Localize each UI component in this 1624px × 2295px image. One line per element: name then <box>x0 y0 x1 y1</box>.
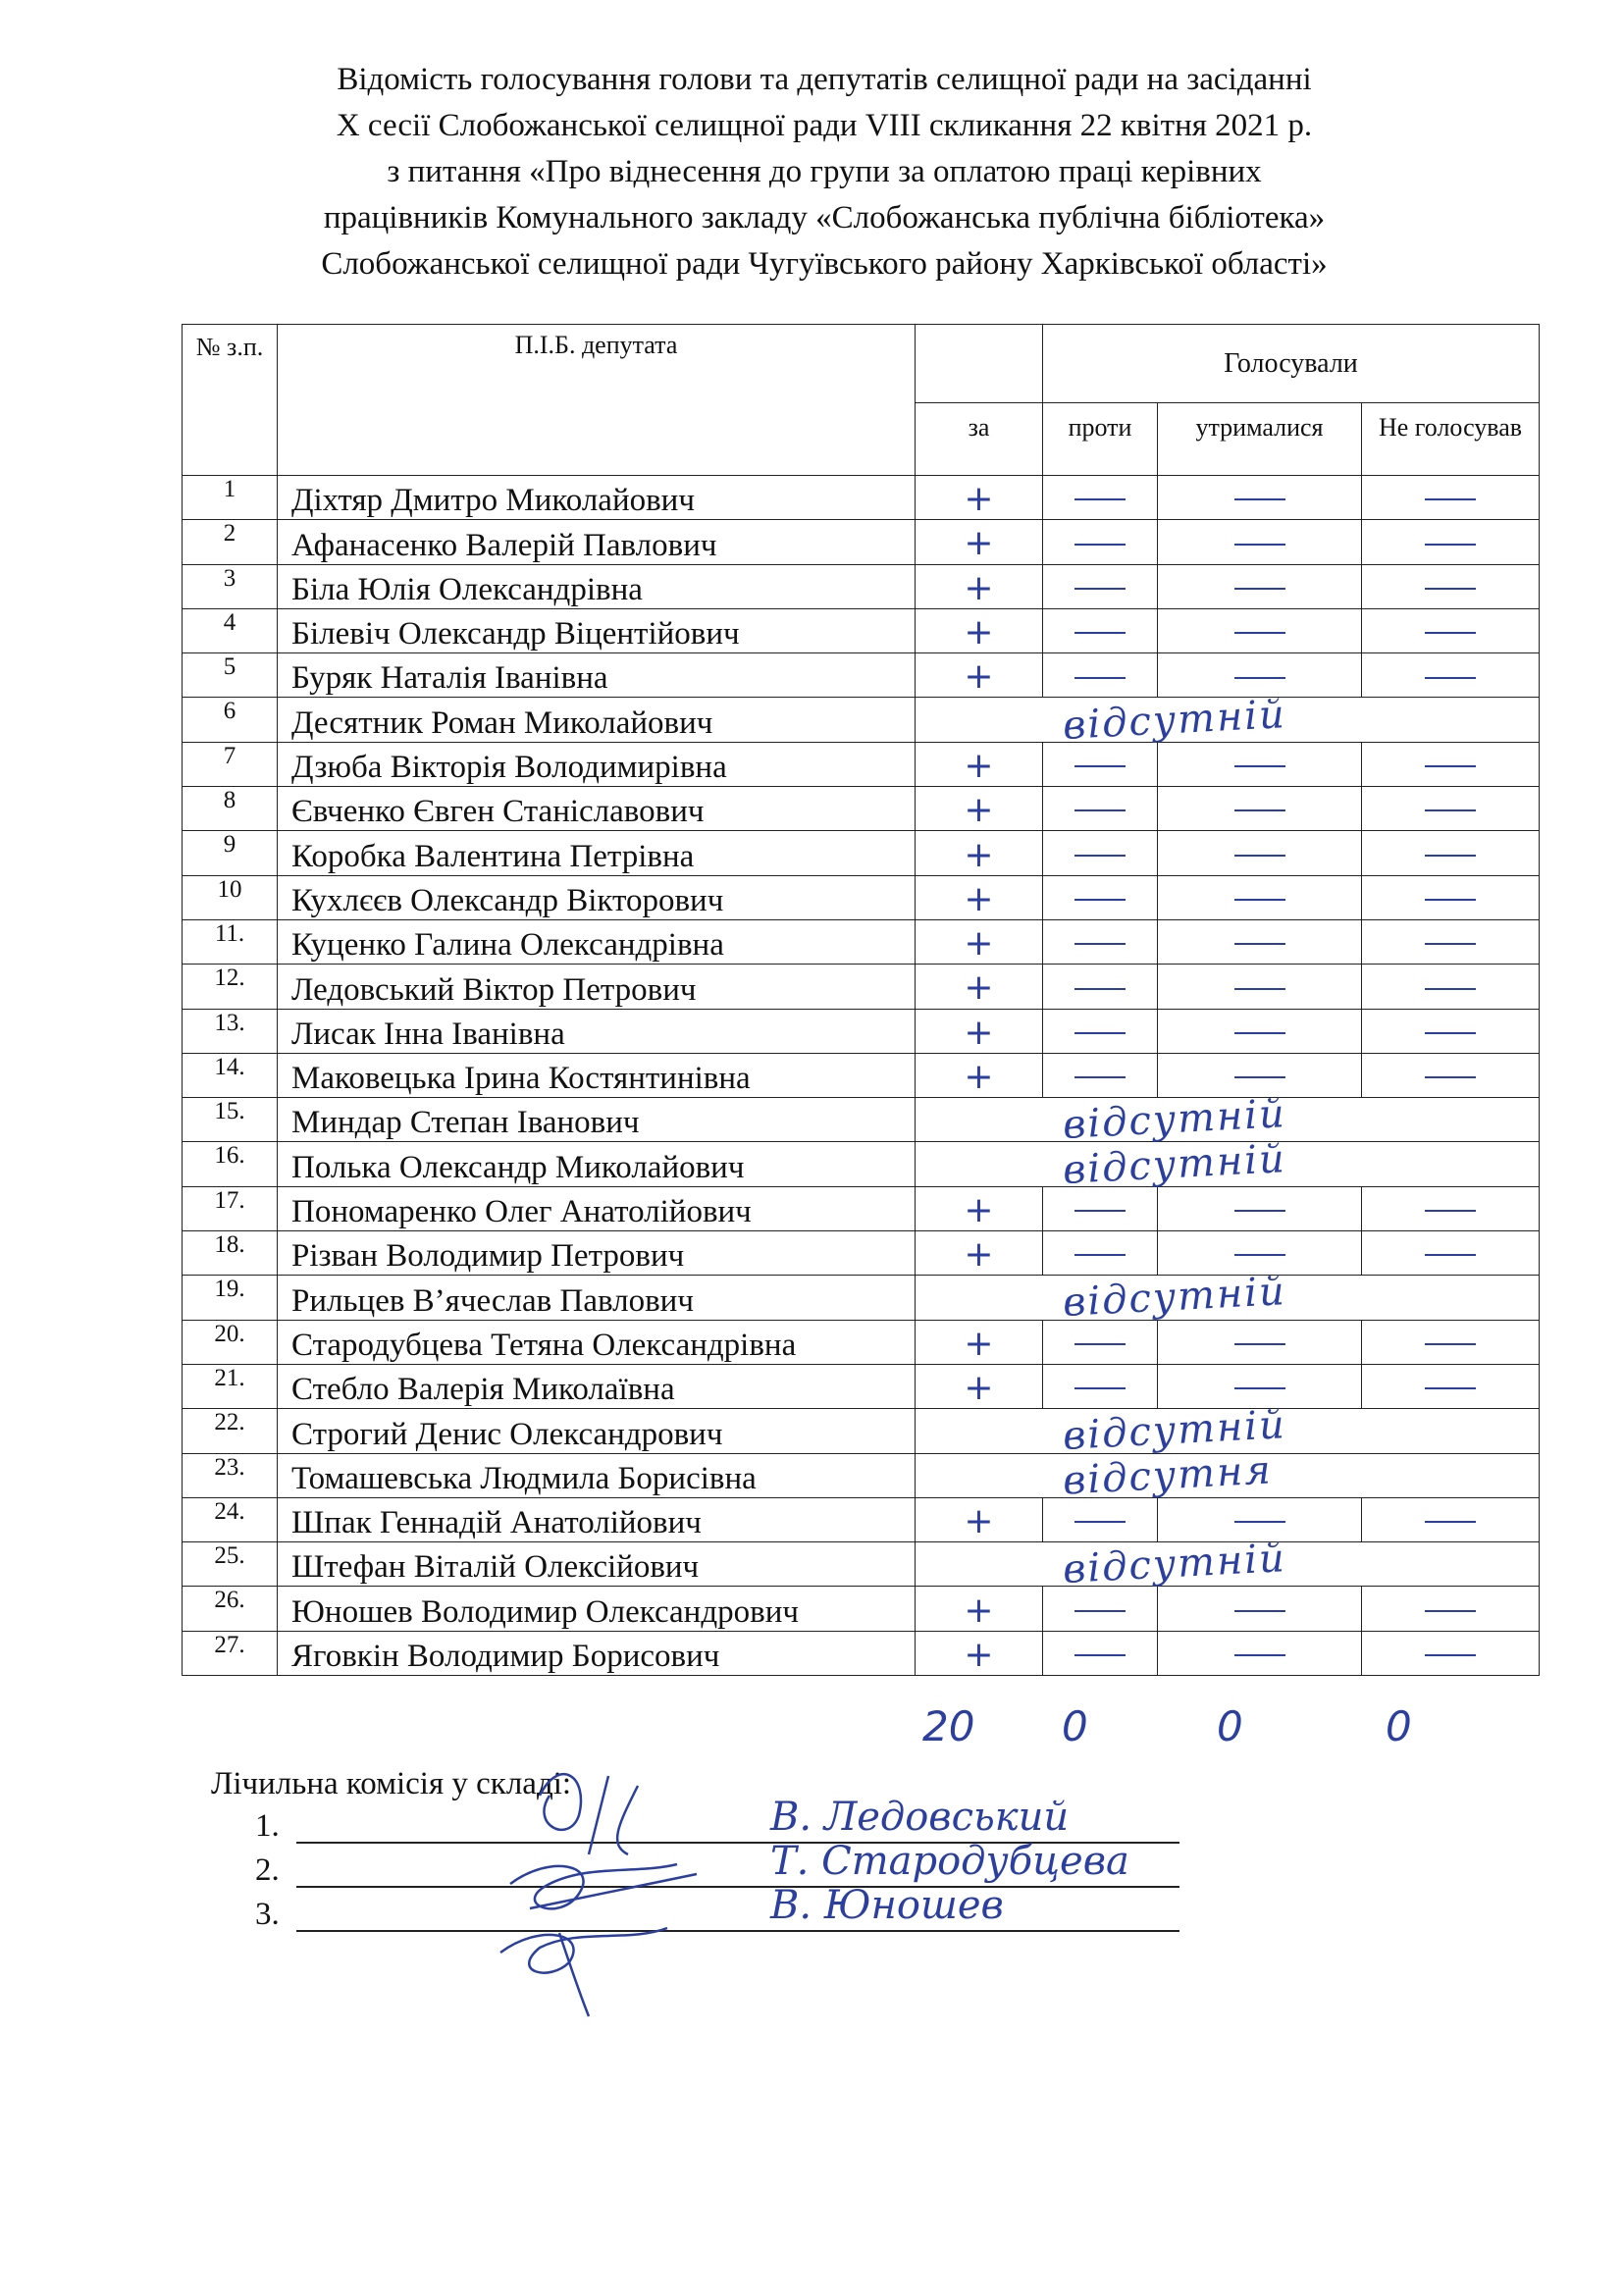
vote-notvoted-cell <box>1362 875 1540 919</box>
plus-mark: + <box>964 967 994 1009</box>
total-not-voted: 0 <box>1386 1702 1412 1750</box>
title-line-5: Слобожанської селищної ради Чугуївського району Харківської області» <box>321 246 1328 282</box>
vote-notvoted-cell <box>1362 476 1540 520</box>
deputy-name: Коробка Валентина Петрівна <box>278 831 916 875</box>
deputy-name: Буряк Наталія Іванівна <box>278 653 916 698</box>
vote-against-cell <box>1043 653 1158 698</box>
header-voted: Голосували <box>1043 325 1540 403</box>
vote-notvoted-cell <box>1362 787 1540 831</box>
row-number: 3 <box>183 564 278 608</box>
deputy-name: Діхтяр Дмитро Миколайович <box>278 476 916 520</box>
absent-note: відсутній <box>1061 1536 1287 1593</box>
row-number: 8 <box>183 787 278 831</box>
vote-notvoted-cell <box>1362 1186 1540 1230</box>
vote-for-cell <box>916 1009 1043 1053</box>
vote-notvoted-cell <box>1362 564 1540 608</box>
vote-against-cell <box>1043 875 1158 919</box>
absent-note: відсутній <box>1061 1269 1287 1327</box>
row-number: 18. <box>183 1231 278 1276</box>
plus-mark: + <box>964 567 994 608</box>
row-number: 5 <box>183 653 278 698</box>
header-name: П.І.Б. депутата <box>278 325 916 476</box>
deputy-name: Строгий Денис Олександрович <box>278 1409 916 1453</box>
vote-for-cell <box>916 608 1043 652</box>
vote-against-cell <box>1043 1364 1158 1408</box>
dash-mark <box>1074 1521 1126 1523</box>
deputy-name: Маковецька Ірина Костянтинівна <box>278 1053 916 1097</box>
absent-cell <box>916 1091 1540 1149</box>
dash-mark <box>1074 1387 1126 1389</box>
dash-mark <box>1425 632 1476 634</box>
absent-note: відсутній <box>1061 1091 1287 1149</box>
dash-mark <box>1234 588 1285 590</box>
vote-notvoted-cell <box>1362 1320 1540 1364</box>
row-number: 24. <box>183 1497 278 1541</box>
voting-table <box>182 324 1540 1676</box>
plus-mark: + <box>964 1634 994 1675</box>
row-number: 6 <box>183 698 278 742</box>
plus-mark: + <box>964 1500 994 1541</box>
vote-abstain-cell <box>1158 1587 1362 1631</box>
table-row <box>183 1497 1540 1541</box>
deputy-name: Ледовський Віктор Петрович <box>278 965 916 1009</box>
header-abstain: утрималися <box>1158 403 1362 476</box>
vote-for-cell <box>916 787 1043 831</box>
deputy-name: Штефан Віталій Олексійович <box>278 1542 916 1587</box>
commission-member-2 <box>255 1839 1129 1889</box>
table-row <box>183 1142 1540 1186</box>
dash-mark <box>1425 1521 1476 1523</box>
vote-against-cell <box>1043 520 1158 564</box>
dash-mark <box>1074 988 1126 990</box>
table-row <box>183 1409 1540 1453</box>
dash-mark <box>1074 544 1126 546</box>
vote-notvoted-cell <box>1362 1631 1540 1675</box>
dash-mark <box>1074 1654 1126 1656</box>
dash-mark <box>1425 1076 1476 1078</box>
dash-mark <box>1234 632 1285 634</box>
vote-against-cell <box>1043 608 1158 652</box>
vote-notvoted-cell <box>1362 965 1540 1009</box>
vote-against-cell <box>1043 742 1158 786</box>
handwritten-signatures <box>471 1737 765 2021</box>
member-signature-name: В. Юношев <box>770 1883 1004 1928</box>
dash-mark <box>1425 544 1476 546</box>
dash-mark <box>1074 632 1126 634</box>
plus-mark: + <box>964 1367 994 1408</box>
table-row <box>183 875 1540 919</box>
row-number: 20. <box>183 1320 278 1364</box>
plus-mark: + <box>964 611 994 652</box>
row-number: 2 <box>183 520 278 564</box>
row-number: 15. <box>183 1098 278 1142</box>
dash-mark <box>1425 1654 1476 1656</box>
vote-for-cell <box>916 1231 1043 1276</box>
row-number: 23. <box>183 1453 278 1497</box>
vote-notvoted-cell <box>1362 1053 1540 1097</box>
dash-mark <box>1234 1076 1285 1078</box>
vote-against-cell <box>1043 1053 1158 1097</box>
vote-abstain-cell <box>1158 787 1362 831</box>
dash-mark <box>1234 544 1285 546</box>
table-row <box>183 1587 1540 1631</box>
dash-mark <box>1234 1343 1285 1345</box>
absent-note: відсутній <box>1061 1135 1287 1193</box>
table-row <box>183 1186 1540 1230</box>
vote-for-cell <box>916 1320 1043 1364</box>
plus-mark: + <box>964 1012 994 1053</box>
dash-mark <box>1074 809 1126 811</box>
dash-mark <box>1234 1654 1285 1656</box>
absent-note: відсутній <box>1061 1402 1287 1460</box>
deputy-name: Томашевська Людмила Борисівна <box>278 1453 916 1497</box>
plus-mark: + <box>964 790 994 831</box>
dash-mark <box>1425 1610 1476 1612</box>
dash-mark <box>1425 765 1476 767</box>
deputy-name: Біла Юлія Олександрівна <box>278 564 916 608</box>
absent-cell <box>916 1402 1540 1460</box>
vote-for-cell <box>916 1364 1043 1408</box>
dash-mark <box>1234 943 1285 945</box>
dash-mark <box>1425 943 1476 945</box>
dash-mark <box>1074 943 1126 945</box>
table-row <box>183 653 1540 698</box>
dash-mark <box>1074 498 1126 500</box>
header-number: № з.п. <box>183 325 278 476</box>
table-row <box>183 965 1540 1009</box>
plus-mark: + <box>964 478 994 519</box>
vote-notvoted-cell <box>1362 831 1540 875</box>
vote-for-cell <box>916 831 1043 875</box>
row-number: 17. <box>183 1186 278 1230</box>
total-against: 0 <box>1062 1702 1088 1750</box>
vote-abstain-cell <box>1158 1009 1362 1053</box>
dash-mark <box>1234 498 1285 500</box>
dash-mark <box>1234 855 1285 857</box>
plus-mark: + <box>964 1056 994 1097</box>
vote-abstain-cell <box>1158 1186 1362 1230</box>
dash-mark <box>1425 809 1476 811</box>
vote-notvoted-cell <box>1362 1231 1540 1276</box>
table-row <box>183 1231 1540 1276</box>
header-against: проти <box>1043 403 1158 476</box>
vote-against-cell <box>1043 787 1158 831</box>
table-row <box>183 1098 1540 1142</box>
vote-against-cell <box>1043 1587 1158 1631</box>
dash-mark <box>1074 1076 1126 1078</box>
dash-mark <box>1074 1032 1126 1034</box>
vote-for-cell <box>916 564 1043 608</box>
vote-against-cell <box>1043 1497 1158 1541</box>
header-for: за <box>916 403 1043 476</box>
table-row <box>183 1009 1540 1053</box>
plus-mark: + <box>964 1233 994 1275</box>
vote-for-cell <box>916 1053 1043 1097</box>
vote-for-cell <box>916 742 1043 786</box>
vote-against-cell <box>1043 1231 1158 1276</box>
dash-mark <box>1234 677 1285 679</box>
row-number: 25. <box>183 1542 278 1587</box>
title-line-4: працівників Комунального закладу «Слобожанська публічна бібліотека» <box>323 200 1326 235</box>
dash-mark <box>1425 588 1476 590</box>
dash-mark <box>1074 765 1126 767</box>
table-row <box>183 1631 1540 1675</box>
vote-abstain-cell <box>1158 875 1362 919</box>
dash-mark <box>1074 677 1126 679</box>
plus-mark: + <box>964 922 994 964</box>
deputy-name: Куценко Галина Олександрівна <box>278 919 916 964</box>
dash-mark <box>1425 1254 1476 1256</box>
header-not-voted: Не голосував <box>1362 403 1540 476</box>
absent-cell <box>916 1135 1540 1193</box>
dash-mark <box>1234 765 1285 767</box>
vote-notvoted-cell <box>1362 742 1540 786</box>
plus-mark: + <box>964 834 994 875</box>
vote-notvoted-cell <box>1362 653 1540 698</box>
dash-mark <box>1234 899 1285 901</box>
dash-mark <box>1425 855 1476 857</box>
table-row <box>183 476 1540 520</box>
dash-mark <box>1425 1210 1476 1212</box>
plus-mark: + <box>964 656 994 698</box>
row-number: 11. <box>183 919 278 964</box>
table-row <box>183 919 1540 964</box>
vote-against-cell <box>1043 564 1158 608</box>
dash-mark <box>1234 809 1285 811</box>
row-number: 7 <box>183 742 278 786</box>
vote-notvoted-cell <box>1362 919 1540 964</box>
deputy-name: Пономаренко Олег Анатолійович <box>278 1186 916 1230</box>
deputy-name: Євченко Євген Станіславович <box>278 787 916 831</box>
vote-for-cell <box>916 875 1043 919</box>
row-number: 12. <box>183 965 278 1009</box>
dash-mark <box>1234 1254 1285 1256</box>
vote-against-cell <box>1043 831 1158 875</box>
absent-cell <box>916 1269 1540 1327</box>
table-row <box>183 1453 1540 1497</box>
title-line-2: Х сесії Слобожанської селищної ради VIII скликання 22 квітня 2021 р. <box>336 108 1313 143</box>
commission-member-3 <box>255 1883 1004 1933</box>
dash-mark <box>1425 1387 1476 1389</box>
vote-abstain-cell <box>1158 1364 1362 1408</box>
vote-for-cell <box>916 1497 1043 1541</box>
vote-abstain-cell <box>1158 1053 1362 1097</box>
vote-abstain-cell <box>1158 1497 1362 1541</box>
deputy-name: Лисак Інна Іванівна <box>278 1009 916 1053</box>
table-body <box>183 476 1540 1676</box>
deputy-name: Різван Володимир Петрович <box>278 1231 916 1276</box>
vote-for-cell <box>916 1587 1043 1631</box>
vote-against-cell <box>1043 1631 1158 1675</box>
absent-cell <box>916 691 1540 749</box>
deputy-name: Білевіч Олександр Віцентійович <box>278 608 916 652</box>
absent-note: відсутній <box>1061 691 1287 749</box>
table-row <box>183 564 1540 608</box>
vote-for-cell <box>916 919 1043 964</box>
table-row <box>183 1364 1540 1408</box>
commission-member-1 <box>255 1795 1070 1845</box>
plus-mark: + <box>964 1189 994 1230</box>
absent-cell <box>916 1447 1540 1504</box>
member-number: 1. <box>255 1808 280 1844</box>
commission-label: Лічильна комісія у складі: <box>211 1766 572 1801</box>
row-number: 13. <box>183 1009 278 1053</box>
dash-mark <box>1234 1210 1285 1212</box>
row-number: 16. <box>183 1142 278 1186</box>
vote-for-cell <box>916 1186 1043 1230</box>
vote-abstain-cell <box>1158 476 1362 520</box>
document-title <box>177 57 1472 287</box>
vote-abstain-cell <box>1158 1320 1362 1364</box>
row-number: 4 <box>183 608 278 652</box>
deputy-name: Стародубцева Тетяна Олександрівна <box>278 1320 916 1364</box>
deputy-name: Афанасенко Валерій Павлович <box>278 520 916 564</box>
deputy-name: Стебло Валерія Миколаївна <box>278 1364 916 1408</box>
deputy-name: Кухлєєв Олександр Вікторович <box>278 875 916 919</box>
row-number: 19. <box>183 1276 278 1320</box>
row-number: 26. <box>183 1587 278 1631</box>
title-line-1: Відомість голосування голови та депутатів селищної ради на засіданні <box>337 62 1312 97</box>
row-number: 21. <box>183 1364 278 1408</box>
deputy-name: Полька Олександр Миколайович <box>278 1142 916 1186</box>
member-number: 2. <box>255 1852 280 1888</box>
vote-against-cell <box>1043 1320 1158 1364</box>
dash-mark <box>1425 498 1476 500</box>
plus-mark: + <box>964 1590 994 1631</box>
deputy-name: Юношев Володимир Олександрович <box>278 1587 916 1631</box>
dash-mark <box>1074 588 1126 590</box>
dash-mark <box>1425 1343 1476 1345</box>
table-row <box>183 831 1540 875</box>
dash-mark <box>1234 988 1285 990</box>
title-line-3: з питання «Про віднесення до групи за оплатою праці керівних <box>387 154 1262 189</box>
dash-mark <box>1425 899 1476 901</box>
deputy-name: Рильцев В’ячеслав Павлович <box>278 1276 916 1320</box>
deputy-name: Десятник Роман Миколайович <box>278 698 916 742</box>
absent-cell <box>916 1536 1540 1593</box>
dash-mark <box>1234 1521 1285 1523</box>
table-row <box>183 1053 1540 1097</box>
table-row <box>183 698 1540 742</box>
table-row <box>183 608 1540 652</box>
vote-against-cell <box>1043 476 1158 520</box>
row-number: 1 <box>183 476 278 520</box>
deputy-name: Шпак Геннадій Анатолійович <box>278 1497 916 1541</box>
vote-against-cell <box>1043 1186 1158 1230</box>
dash-mark <box>1234 1032 1285 1034</box>
total-for: 20 <box>922 1702 975 1750</box>
dash-mark <box>1234 1387 1285 1389</box>
vote-for-cell <box>916 653 1043 698</box>
dash-mark <box>1074 1210 1126 1212</box>
vote-notvoted-cell <box>1362 520 1540 564</box>
plus-mark: + <box>964 523 994 564</box>
header-spacer <box>916 325 1043 403</box>
vote-abstain-cell <box>1158 965 1362 1009</box>
dash-mark <box>1074 899 1126 901</box>
row-number: 14. <box>183 1053 278 1097</box>
vote-notvoted-cell <box>1362 608 1540 652</box>
vote-abstain-cell <box>1158 831 1362 875</box>
vote-against-cell <box>1043 919 1158 964</box>
plus-mark: + <box>964 1323 994 1364</box>
vote-abstain-cell <box>1158 742 1362 786</box>
table-row <box>183 1320 1540 1364</box>
table-row <box>183 1542 1540 1587</box>
vote-against-cell <box>1043 965 1158 1009</box>
dash-mark <box>1425 988 1476 990</box>
table-row <box>183 787 1540 831</box>
row-number: 9 <box>183 831 278 875</box>
table-row <box>183 1276 1540 1320</box>
vote-notvoted-cell <box>1362 1009 1540 1053</box>
row-number: 10 <box>183 875 278 919</box>
vote-abstain-cell <box>1158 520 1362 564</box>
vote-for-cell <box>916 520 1043 564</box>
plus-mark: + <box>964 745 994 786</box>
dash-mark <box>1074 1610 1126 1612</box>
vote-abstain-cell <box>1158 653 1362 698</box>
vote-abstain-cell <box>1158 919 1362 964</box>
vote-abstain-cell <box>1158 1631 1362 1675</box>
vote-against-cell <box>1043 1009 1158 1053</box>
dash-mark <box>1425 1032 1476 1034</box>
vote-abstain-cell <box>1158 1231 1362 1276</box>
row-number: 22. <box>183 1409 278 1453</box>
member-number: 3. <box>255 1897 280 1932</box>
absent-note: відсутня <box>1061 1447 1274 1504</box>
deputy-name: Миндар Степан Іванович <box>278 1098 916 1142</box>
vote-for-cell <box>916 1631 1043 1675</box>
table-row <box>183 742 1540 786</box>
deputy-name: Яговкін Володимир Борисович <box>278 1631 916 1675</box>
member-signature-name: Т. Стародубцева <box>770 1839 1129 1884</box>
vote-notvoted-cell <box>1362 1587 1540 1631</box>
plus-mark: + <box>964 878 994 919</box>
total-abstain: 0 <box>1217 1702 1243 1750</box>
vote-notvoted-cell <box>1362 1497 1540 1541</box>
dash-mark <box>1234 1610 1285 1612</box>
member-signature-name: В. Ледовський <box>770 1795 1070 1840</box>
dash-mark <box>1074 1343 1126 1345</box>
dash-mark <box>1074 1254 1126 1256</box>
vote-abstain-cell <box>1158 564 1362 608</box>
deputy-name: Дзюба Вікторія Володимирівна <box>278 742 916 786</box>
vote-for-cell <box>916 476 1043 520</box>
vote-for-cell <box>916 965 1043 1009</box>
table-row <box>183 520 1540 564</box>
row-number: 27. <box>183 1631 278 1675</box>
vote-abstain-cell <box>1158 608 1362 652</box>
dash-mark <box>1074 855 1126 857</box>
vote-notvoted-cell <box>1362 1364 1540 1408</box>
dash-mark <box>1425 677 1476 679</box>
